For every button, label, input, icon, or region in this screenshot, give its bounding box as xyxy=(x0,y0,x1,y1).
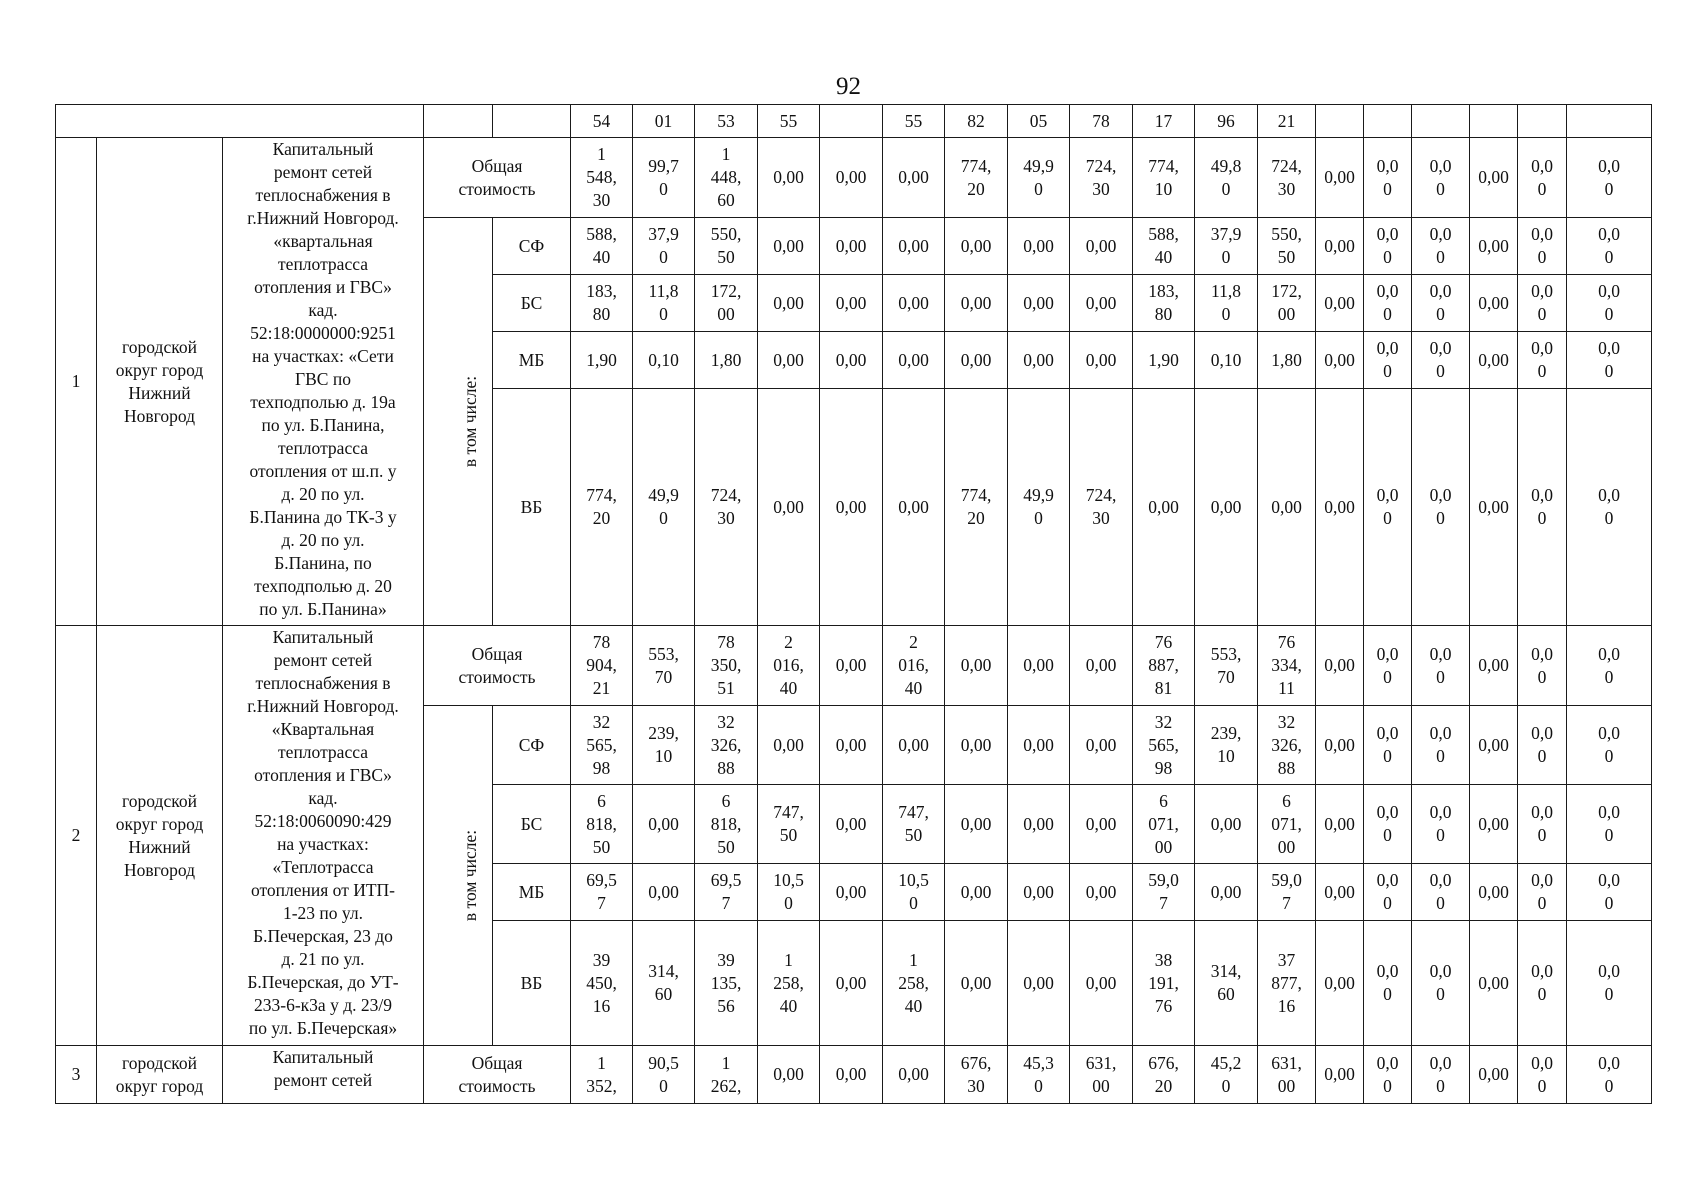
header-code-cell: 78 xyxy=(1070,105,1133,138)
value-cell: 0,00 xyxy=(1008,785,1070,864)
value-cell: 0,00 xyxy=(1470,389,1518,626)
value-cell: 774, 20 xyxy=(571,389,633,626)
value-cell: 0,0 0 xyxy=(1567,332,1652,389)
value-cell: 0,00 xyxy=(1316,1046,1364,1104)
value-cell: 0,00 xyxy=(820,138,883,218)
source-label: МБ xyxy=(493,332,571,389)
value-cell: 0,00 xyxy=(1470,275,1518,332)
header-row xyxy=(56,105,1652,138)
value-cell: 0,00 xyxy=(758,706,820,785)
value-cell: 0,00 xyxy=(1316,389,1364,626)
value-cell: 0,0 0 xyxy=(1567,1046,1652,1104)
value-cell: 32 565, 98 xyxy=(1133,706,1195,785)
value-cell: 69,5 7 xyxy=(571,864,633,921)
value-cell: 0,0 0 xyxy=(1518,864,1567,921)
value-cell: 0,0 0 xyxy=(1567,389,1652,626)
value-cell: 37,9 0 xyxy=(633,218,695,275)
value-cell: 588, 40 xyxy=(1133,218,1195,275)
description-cell: Капитальный ремонт сетей xyxy=(223,1046,424,1104)
value-cell: 0,00 xyxy=(820,706,883,785)
budget-table xyxy=(55,104,1652,1104)
value-cell: 0,0 0 xyxy=(1518,1046,1567,1104)
value-cell: 0,0 0 xyxy=(1567,706,1652,785)
value-cell: 0,0 0 xyxy=(1567,218,1652,275)
source-label: СФ xyxy=(493,218,571,275)
value-cell: 1 548, 30 xyxy=(571,138,633,218)
value-cell: 6 071, 00 xyxy=(1133,785,1195,864)
value-cell: 1 448, 60 xyxy=(695,138,758,218)
value-cell: 2 016, 40 xyxy=(758,626,820,706)
value-cell: 1,90 xyxy=(1133,332,1195,389)
value-cell: 0,00 xyxy=(820,275,883,332)
value-cell: 0,0 0 xyxy=(1567,921,1652,1046)
value-cell: 0,00 xyxy=(820,921,883,1046)
value-cell: 0,0 0 xyxy=(1412,921,1470,1046)
value-cell: 0,00 xyxy=(758,1046,820,1104)
value-cell: 0,00 xyxy=(1070,332,1133,389)
value-cell: 0,00 xyxy=(758,389,820,626)
value-cell: 0,00 xyxy=(1316,706,1364,785)
value-cell: 10,5 0 xyxy=(883,864,945,921)
value-cell: 0,0 0 xyxy=(1412,864,1470,921)
header-blank xyxy=(424,105,493,138)
value-cell: 0,0 0 xyxy=(1364,706,1412,785)
value-cell: 724, 30 xyxy=(1070,389,1133,626)
value-cell: 0,0 0 xyxy=(1518,626,1567,706)
including-label-cell xyxy=(424,218,493,626)
value-cell: 76 334, 11 xyxy=(1258,626,1316,706)
value-cell: 32 326, 88 xyxy=(695,706,758,785)
value-cell: 0,00 xyxy=(945,275,1008,332)
value-cell: 11,8 0 xyxy=(633,275,695,332)
value-cell: 0,00 xyxy=(1316,785,1364,864)
value-cell: 0,0 0 xyxy=(1364,921,1412,1046)
value-cell: 0,00 xyxy=(1008,706,1070,785)
value-cell: 553, 70 xyxy=(1195,626,1258,706)
value-cell: 0,0 0 xyxy=(1364,389,1412,626)
value-cell: 0,00 xyxy=(1316,138,1364,218)
value-cell: 0,0 0 xyxy=(1412,626,1470,706)
value-cell: 1 262, xyxy=(695,1046,758,1104)
value-cell: 774, 20 xyxy=(945,389,1008,626)
source-label: ВБ xyxy=(493,389,571,626)
value-cell: 0,00 xyxy=(883,218,945,275)
value-cell: 631, 00 xyxy=(1070,1046,1133,1104)
value-cell: 0,0 0 xyxy=(1412,275,1470,332)
value-cell: 747, 50 xyxy=(758,785,820,864)
value-cell: 0,00 xyxy=(758,138,820,218)
value-cell: 774, 20 xyxy=(945,138,1008,218)
header-code-cell xyxy=(1567,105,1652,138)
value-cell: 724, 30 xyxy=(1070,138,1133,218)
value-cell: 32 565, 98 xyxy=(571,706,633,785)
value-cell: 1,80 xyxy=(695,332,758,389)
value-cell: 314, 60 xyxy=(1195,921,1258,1046)
value-cell: 0,00 xyxy=(883,275,945,332)
value-cell: 32 326, 88 xyxy=(1258,706,1316,785)
value-cell: 0,00 xyxy=(1070,785,1133,864)
value-cell: 0,0 0 xyxy=(1412,332,1470,389)
value-cell: 0,0 0 xyxy=(1518,785,1567,864)
value-cell: 0,00 xyxy=(883,1046,945,1104)
value-cell: 0,00 xyxy=(1470,332,1518,389)
value-cell: 0,00 xyxy=(758,275,820,332)
value-cell: 0,00 xyxy=(1316,864,1364,921)
header-code-cell xyxy=(1518,105,1567,138)
value-cell: 0,0 0 xyxy=(1412,706,1470,785)
value-cell: 0,00 xyxy=(1008,275,1070,332)
value-cell: 588, 40 xyxy=(571,218,633,275)
value-cell: 45,2 0 xyxy=(1195,1046,1258,1104)
including-label-cell xyxy=(424,706,493,1046)
value-cell: 724, 30 xyxy=(1258,138,1316,218)
value-cell: 550, 50 xyxy=(695,218,758,275)
value-cell: 0,00 xyxy=(1316,275,1364,332)
description-cell: Капитальный ремонт сетей теплоснабжения в г.Нижний Новгород. «Квартальная теплотрасса отопления и ГВС» кад. 52:18:0060090:429 на участках: «Теплотрасса отопления от ИТП- 1-23 по ул. Б.Печерская, 23 до д. 21 по ул. Б.Печерская, до УТ- 233-6-к3а у д. 23/9 по ул. Б.Печерская» xyxy=(223,626,424,1046)
territory-cell: городской округ город Нижний Новгород xyxy=(97,626,223,1046)
value-cell: 0,00 xyxy=(1070,706,1133,785)
total-row xyxy=(56,626,1652,706)
value-cell: 550, 50 xyxy=(1258,218,1316,275)
value-cell: 1 258, 40 xyxy=(758,921,820,1046)
value-cell: 172, 00 xyxy=(1258,275,1316,332)
value-cell: 0,0 0 xyxy=(1412,389,1470,626)
value-cell: 6 071, 00 xyxy=(1258,785,1316,864)
value-cell: 1,80 xyxy=(1258,332,1316,389)
row-number: 2 xyxy=(56,626,97,1046)
value-cell: 0,00 xyxy=(945,921,1008,1046)
value-cell: 2 016, 40 xyxy=(883,626,945,706)
header-code-cell: 53 xyxy=(695,105,758,138)
value-cell: 0,0 0 xyxy=(1518,706,1567,785)
total-row xyxy=(56,1046,1652,1104)
header-code-cell: 21 xyxy=(1258,105,1316,138)
value-cell: 0,00 xyxy=(1470,921,1518,1046)
value-cell: 0,00 xyxy=(1470,626,1518,706)
value-cell: 0,00 xyxy=(883,138,945,218)
value-cell: 0,00 xyxy=(883,389,945,626)
value-cell: 0,00 xyxy=(1008,218,1070,275)
value-cell: 0,10 xyxy=(633,332,695,389)
value-cell: 0,00 xyxy=(1008,626,1070,706)
source-label: БС xyxy=(493,275,571,332)
value-cell: 59,0 7 xyxy=(1133,864,1195,921)
value-cell: 724, 30 xyxy=(695,389,758,626)
value-cell: 59,0 7 xyxy=(1258,864,1316,921)
value-cell: 0,00 xyxy=(1470,864,1518,921)
value-cell: 0,0 0 xyxy=(1364,626,1412,706)
value-cell: 0,0 0 xyxy=(1412,218,1470,275)
value-cell: 49,9 0 xyxy=(633,389,695,626)
header-blank xyxy=(493,105,571,138)
header-code-cell: 55 xyxy=(758,105,820,138)
source-label: БС xyxy=(493,785,571,864)
value-cell: 0,00 xyxy=(945,785,1008,864)
header-code-cell: 05 xyxy=(1008,105,1070,138)
value-cell: 6 818, 50 xyxy=(695,785,758,864)
value-cell: 0,00 xyxy=(1470,218,1518,275)
value-cell: 0,00 xyxy=(1008,332,1070,389)
value-cell: 0,00 xyxy=(820,218,883,275)
value-cell: 0,00 xyxy=(945,332,1008,389)
value-cell: 39 450, 16 xyxy=(571,921,633,1046)
value-cell: 239, 10 xyxy=(633,706,695,785)
value-cell: 49,9 0 xyxy=(1008,138,1070,218)
value-cell: 76 887, 81 xyxy=(1133,626,1195,706)
value-cell: 0,0 0 xyxy=(1364,785,1412,864)
value-cell: 0,00 xyxy=(1316,921,1364,1046)
value-cell: 676, 30 xyxy=(945,1046,1008,1104)
value-cell: 0,0 0 xyxy=(1412,138,1470,218)
territory-cell: городской округ город xyxy=(97,1046,223,1104)
source-label: МБ xyxy=(493,864,571,921)
value-cell: 0,00 xyxy=(1470,706,1518,785)
header-code-cell: 17 xyxy=(1133,105,1195,138)
value-cell: 37 877, 16 xyxy=(1258,921,1316,1046)
total-label: Общая стоимость xyxy=(424,626,571,706)
value-cell: 0,00 xyxy=(1133,389,1195,626)
source-label: СФ xyxy=(493,706,571,785)
value-cell: 1 352, xyxy=(571,1046,633,1104)
value-cell: 0,00 xyxy=(820,785,883,864)
page-number: 92 xyxy=(836,73,861,100)
header-code-cell: 82 xyxy=(945,105,1008,138)
value-cell: 0,0 0 xyxy=(1364,332,1412,389)
including-label: в том числе: xyxy=(460,375,481,468)
value-cell: 0,00 xyxy=(1258,389,1316,626)
value-cell: 0,00 xyxy=(883,332,945,389)
header-blank xyxy=(56,105,424,138)
value-cell: 0,00 xyxy=(820,1046,883,1104)
value-cell: 0,00 xyxy=(1070,626,1133,706)
value-cell: 1,90 xyxy=(571,332,633,389)
value-cell: 11,8 0 xyxy=(1195,275,1258,332)
value-cell: 0,00 xyxy=(1070,275,1133,332)
total-label: Общая стоимость xyxy=(424,1046,571,1104)
value-cell: 10,5 0 xyxy=(758,864,820,921)
value-cell: 0,0 0 xyxy=(1518,389,1567,626)
header-code-cell xyxy=(1470,105,1518,138)
value-cell: 0,00 xyxy=(820,626,883,706)
value-cell: 0,00 xyxy=(883,706,945,785)
value-cell: 0,00 xyxy=(1070,864,1133,921)
value-cell: 39 135, 56 xyxy=(695,921,758,1046)
value-cell: 0,0 0 xyxy=(1567,864,1652,921)
value-cell: 0,00 xyxy=(945,218,1008,275)
row-number: 1 xyxy=(56,138,97,626)
value-cell: 0,00 xyxy=(1195,864,1258,921)
value-cell: 49,8 0 xyxy=(1195,138,1258,218)
value-cell: 0,00 xyxy=(820,864,883,921)
value-cell: 0,00 xyxy=(1070,921,1133,1046)
value-cell: 6 818, 50 xyxy=(571,785,633,864)
value-cell: 183, 80 xyxy=(571,275,633,332)
description-cell: Капитальный ремонт сетей теплоснабжения в г.Нижний Новгород. «квартальная теплотрасса отопления и ГВС» кад. 52:18:0000000:9251 на участках: «Сети ГВС по техподполью д. 19а по ул. Б.Панина, теплотрасса отопления от ш.п. у д. 20 по ул. Б.Панина до ТК-3 у д. 20 по ул. Б.Панина, по техподполью д. 20 по ул. Б.Панина» xyxy=(223,138,424,626)
value-cell: 0,00 xyxy=(1470,138,1518,218)
value-cell: 0,0 0 xyxy=(1412,1046,1470,1104)
value-cell: 553, 70 xyxy=(633,626,695,706)
value-cell: 37,9 0 xyxy=(1195,218,1258,275)
value-cell: 0,00 xyxy=(1008,864,1070,921)
header-code-cell xyxy=(820,105,883,138)
value-cell: 0,0 0 xyxy=(1364,138,1412,218)
value-cell: 0,00 xyxy=(1195,785,1258,864)
value-cell: 0,0 0 xyxy=(1567,626,1652,706)
value-cell: 0,0 0 xyxy=(1412,785,1470,864)
header-code-cell: 54 xyxy=(571,105,633,138)
value-cell: 631, 00 xyxy=(1258,1046,1316,1104)
value-cell: 0,00 xyxy=(1316,218,1364,275)
value-cell: 69,5 7 xyxy=(695,864,758,921)
value-cell: 0,00 xyxy=(1470,785,1518,864)
value-cell: 0,00 xyxy=(1470,1046,1518,1104)
value-cell: 0,00 xyxy=(758,332,820,389)
including-label: в том числе: xyxy=(460,829,481,922)
value-cell: 99,7 0 xyxy=(633,138,695,218)
value-cell: 0,00 xyxy=(1316,626,1364,706)
value-cell: 0,00 xyxy=(820,332,883,389)
value-cell: 676, 20 xyxy=(1133,1046,1195,1104)
value-cell: 314, 60 xyxy=(633,921,695,1046)
value-cell: 0,0 0 xyxy=(1518,921,1567,1046)
value-cell: 0,0 0 xyxy=(1567,785,1652,864)
value-cell: 774, 10 xyxy=(1133,138,1195,218)
header-code-cell xyxy=(1316,105,1364,138)
value-cell: 1 258, 40 xyxy=(883,921,945,1046)
value-cell: 0,0 0 xyxy=(1567,275,1652,332)
value-cell: 0,10 xyxy=(1195,332,1258,389)
total-label: Общая стоимость xyxy=(424,138,571,218)
value-cell: 183, 80 xyxy=(1133,275,1195,332)
value-cell: 239, 10 xyxy=(1195,706,1258,785)
value-cell: 78 350, 51 xyxy=(695,626,758,706)
value-cell: 0,00 xyxy=(758,218,820,275)
value-cell: 0,0 0 xyxy=(1364,218,1412,275)
header-code-cell: 01 xyxy=(633,105,695,138)
value-cell: 0,0 0 xyxy=(1364,864,1412,921)
value-cell: 0,0 0 xyxy=(1364,275,1412,332)
value-cell: 0,00 xyxy=(820,389,883,626)
value-cell: 78 904, 21 xyxy=(571,626,633,706)
header-code-cell xyxy=(1412,105,1470,138)
value-cell: 90,5 0 xyxy=(633,1046,695,1104)
header-code-cell: 55 xyxy=(883,105,945,138)
value-cell: 0,00 xyxy=(633,785,695,864)
value-cell: 0,00 xyxy=(1195,389,1258,626)
value-cell: 0,00 xyxy=(1070,218,1133,275)
value-cell: 0,0 0 xyxy=(1567,138,1652,218)
value-cell: 0,00 xyxy=(945,626,1008,706)
value-cell: 0,00 xyxy=(1008,921,1070,1046)
value-cell: 0,0 0 xyxy=(1518,275,1567,332)
value-cell: 45,3 0 xyxy=(1008,1046,1070,1104)
value-cell: 0,00 xyxy=(1316,332,1364,389)
value-cell: 747, 50 xyxy=(883,785,945,864)
header-code-cell xyxy=(1364,105,1412,138)
header-code-cell: 96 xyxy=(1195,105,1258,138)
total-row xyxy=(56,138,1652,218)
value-cell: 0,00 xyxy=(633,864,695,921)
value-cell: 0,0 0 xyxy=(1518,218,1567,275)
value-cell: 38 191, 76 xyxy=(1133,921,1195,1046)
value-cell: 0,0 0 xyxy=(1518,138,1567,218)
row-number: 3 xyxy=(56,1046,97,1104)
value-cell: 0,0 0 xyxy=(1364,1046,1412,1104)
territory-cell: городской округ город Нижний Новгород xyxy=(97,138,223,626)
value-cell: 0,00 xyxy=(945,864,1008,921)
source-label: ВБ xyxy=(493,921,571,1046)
value-cell: 0,00 xyxy=(945,706,1008,785)
value-cell: 0,0 0 xyxy=(1518,332,1567,389)
value-cell: 172, 00 xyxy=(695,275,758,332)
value-cell: 49,9 0 xyxy=(1008,389,1070,626)
